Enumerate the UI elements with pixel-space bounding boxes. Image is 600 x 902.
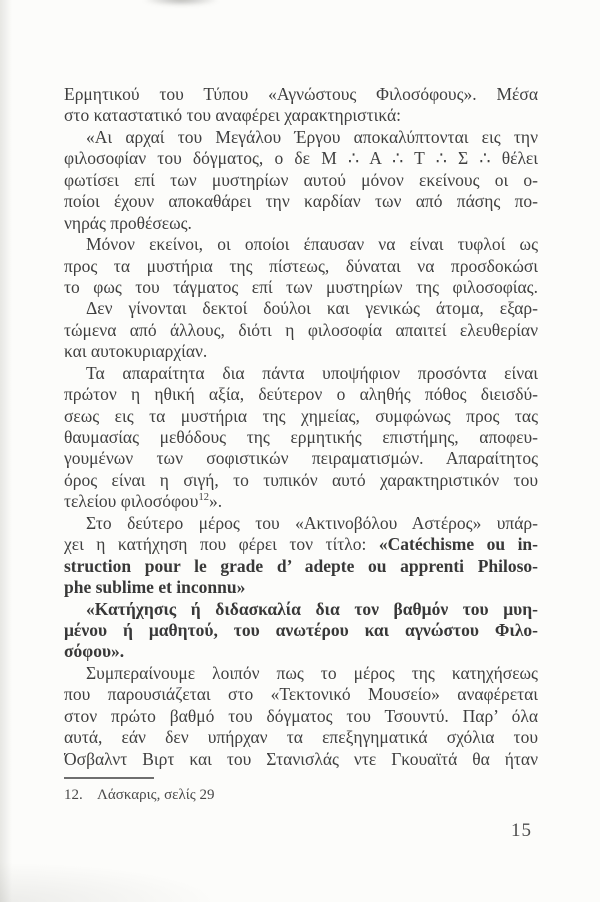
text-line [64, 727, 538, 748]
text-line [64, 384, 538, 405]
text-line [64, 749, 538, 770]
text-line [64, 320, 538, 341]
paragraph [64, 599, 538, 663]
text-line [64, 663, 538, 684]
text-line [64, 234, 538, 255]
footnote-marker: 12. [64, 787, 83, 803]
text-line [64, 427, 538, 448]
scan-smudge [142, 0, 220, 6]
text-segment: φιλοσοφίαν του δόγματος, ο δε Μ ∴ Α ∴ Τ ∴ Σ ∴ θέλει [64, 148, 538, 169]
text-line [64, 491, 538, 512]
text-line [64, 706, 538, 727]
scan-edge-shadow [0, 0, 12, 902]
text-segment: θαυμασίας μεθόδους της ερμητικής επιστήμης, αποφευ- [64, 427, 538, 447]
text-segment: νηράς προθέσεως. [64, 212, 192, 233]
text-line [64, 256, 538, 277]
text-line [64, 513, 538, 534]
text-segment: στο καταστατικό του αναφέρει χαρακτηριστικά: [64, 105, 402, 126]
footnote-text: Λάσκαρις, σελίς 29 [97, 787, 215, 803]
text-segment: ». [208, 491, 223, 512]
page-body [64, 84, 538, 770]
paragraph [64, 127, 538, 234]
text-segment: προς τα μυστήρια της πίστεως, δύναται να προσδοκώσι [64, 255, 538, 276]
text-line [64, 363, 538, 384]
text-segment: σεως εις τα μυστήρια της χημείας, συμφώνως προς τας [64, 405, 538, 426]
text-segment: Μόνον εκείνοι, οι οποίοι έπαυσαν να είναι τυφλοί ως [86, 234, 538, 255]
text-line [64, 620, 538, 641]
footnote-reference: 12 [198, 492, 209, 504]
text-segment: ποίοι έχουν αποκαθάρει την καρδίαν των από πάσης πο- [64, 191, 538, 212]
text-segment: Όσβαλντ Βιρτ και του Στανισλάς ντε Γκουαϊτά θα ήταν [64, 748, 538, 769]
paragraph [64, 298, 538, 362]
text-line [64, 277, 538, 298]
text-segment: γουμένων των σοφιστικών πειραματισμών. Απαραίτητος [64, 448, 538, 469]
text-segment: Στο δεύτερο μέρος του «Ακτινοβόλου Αστέρος» υπάρ- [86, 512, 538, 533]
text-segment: σόφου». [64, 641, 125, 662]
text-segment: Δεν γίνονται δεκτοί δούλοι και γενικώς άτομα, εξαρ- [86, 298, 538, 319]
footnote [64, 787, 538, 804]
paragraph [64, 363, 538, 513]
text-line [64, 170, 538, 191]
text-segment: και αυτοκυριαρχίαν. [64, 341, 208, 362]
text-line [64, 534, 538, 555]
text-line [64, 298, 538, 319]
text-segment: μένου ή μαθητού, του ανωτέρου και αγνώστου Φιλο- [64, 619, 538, 640]
text-line [64, 470, 538, 491]
text-line [64, 448, 538, 469]
paragraph [64, 84, 538, 127]
text-line [64, 84, 538, 105]
text-segment: Ερμητικού του Τύπου «Αγνώστους Φιλοσόφους». Μέσα [64, 84, 538, 104]
text-segment: «Κατήχησις ή διδασκαλία δια τον βαθμόν του μυη- [86, 598, 538, 619]
text-line [64, 191, 538, 212]
text-segment: αυτά, εάν δεν υπήρχαν τα επεξηγηματικά σχόλια του [64, 727, 538, 748]
text-segment: phe sublime et inconnu» [64, 577, 246, 598]
text-line [64, 684, 538, 705]
text-segment: πρώτον η ηθική αξία, δεύτερον ο αληθής πόθος διεισδύ- [64, 384, 538, 405]
text-segment: Συμπεραίνουμε λοιπόν πως το μέρος της κατηχήσεως [86, 662, 538, 683]
text-line [64, 341, 538, 362]
text-segment: χει η κατήχηση που φέρει τον τίτλο: [64, 534, 379, 555]
paragraph [64, 234, 538, 298]
footnote-divider [64, 777, 154, 779]
text-line [64, 148, 538, 169]
text-segment: φωτίσει επί των μυστηρίων αυτού μόνον εκείνους οι ο- [64, 169, 538, 190]
text-segment: στον πρώτο βαθμό του δόγματος του Τσουντύ. Παρ’ όλα [64, 705, 538, 726]
text-segment: όρος είναι η σιγή, το τυπικόν αυτό χαρακτηριστικόν του [64, 469, 538, 490]
text-line [64, 406, 538, 427]
text-line [64, 213, 538, 234]
page-number: 15 [511, 820, 532, 841]
text-line [64, 577, 538, 598]
text-line [64, 641, 538, 662]
text-segment: struction pour le grade d’ adepte ou apprenti Philoso- [64, 555, 538, 576]
text-line [64, 599, 538, 620]
paragraph [64, 513, 538, 599]
text-segment: «Αι αρχαί του Μεγάλου Έργου αποκαλύπτονται εις την [86, 126, 538, 147]
text-segment: τελείου φιλοσόφου [64, 491, 199, 512]
paragraph [64, 663, 538, 770]
scan-corner-shadow [0, 862, 220, 902]
text-segment: που παρουσιάζεται στο «Τεκτονικό Μουσείο» αναφέρεται [64, 684, 538, 705]
text-segment: το φως του τάγματος επί των μυστηρίων της φιλοσοφίας. [64, 276, 538, 297]
text-segment: Τα απαραίτητα δια πάντα υποψήφιον προσόντα είναι [86, 362, 538, 383]
text-segment: «Catéchisme ou in- [378, 534, 538, 555]
text-line [64, 127, 538, 148]
text-segment: τώμενα από άλλους, διότι η φιλοσοφία απαιτεί ελευθερίαν [64, 319, 538, 340]
text-line [64, 556, 538, 577]
text-line [64, 105, 538, 126]
